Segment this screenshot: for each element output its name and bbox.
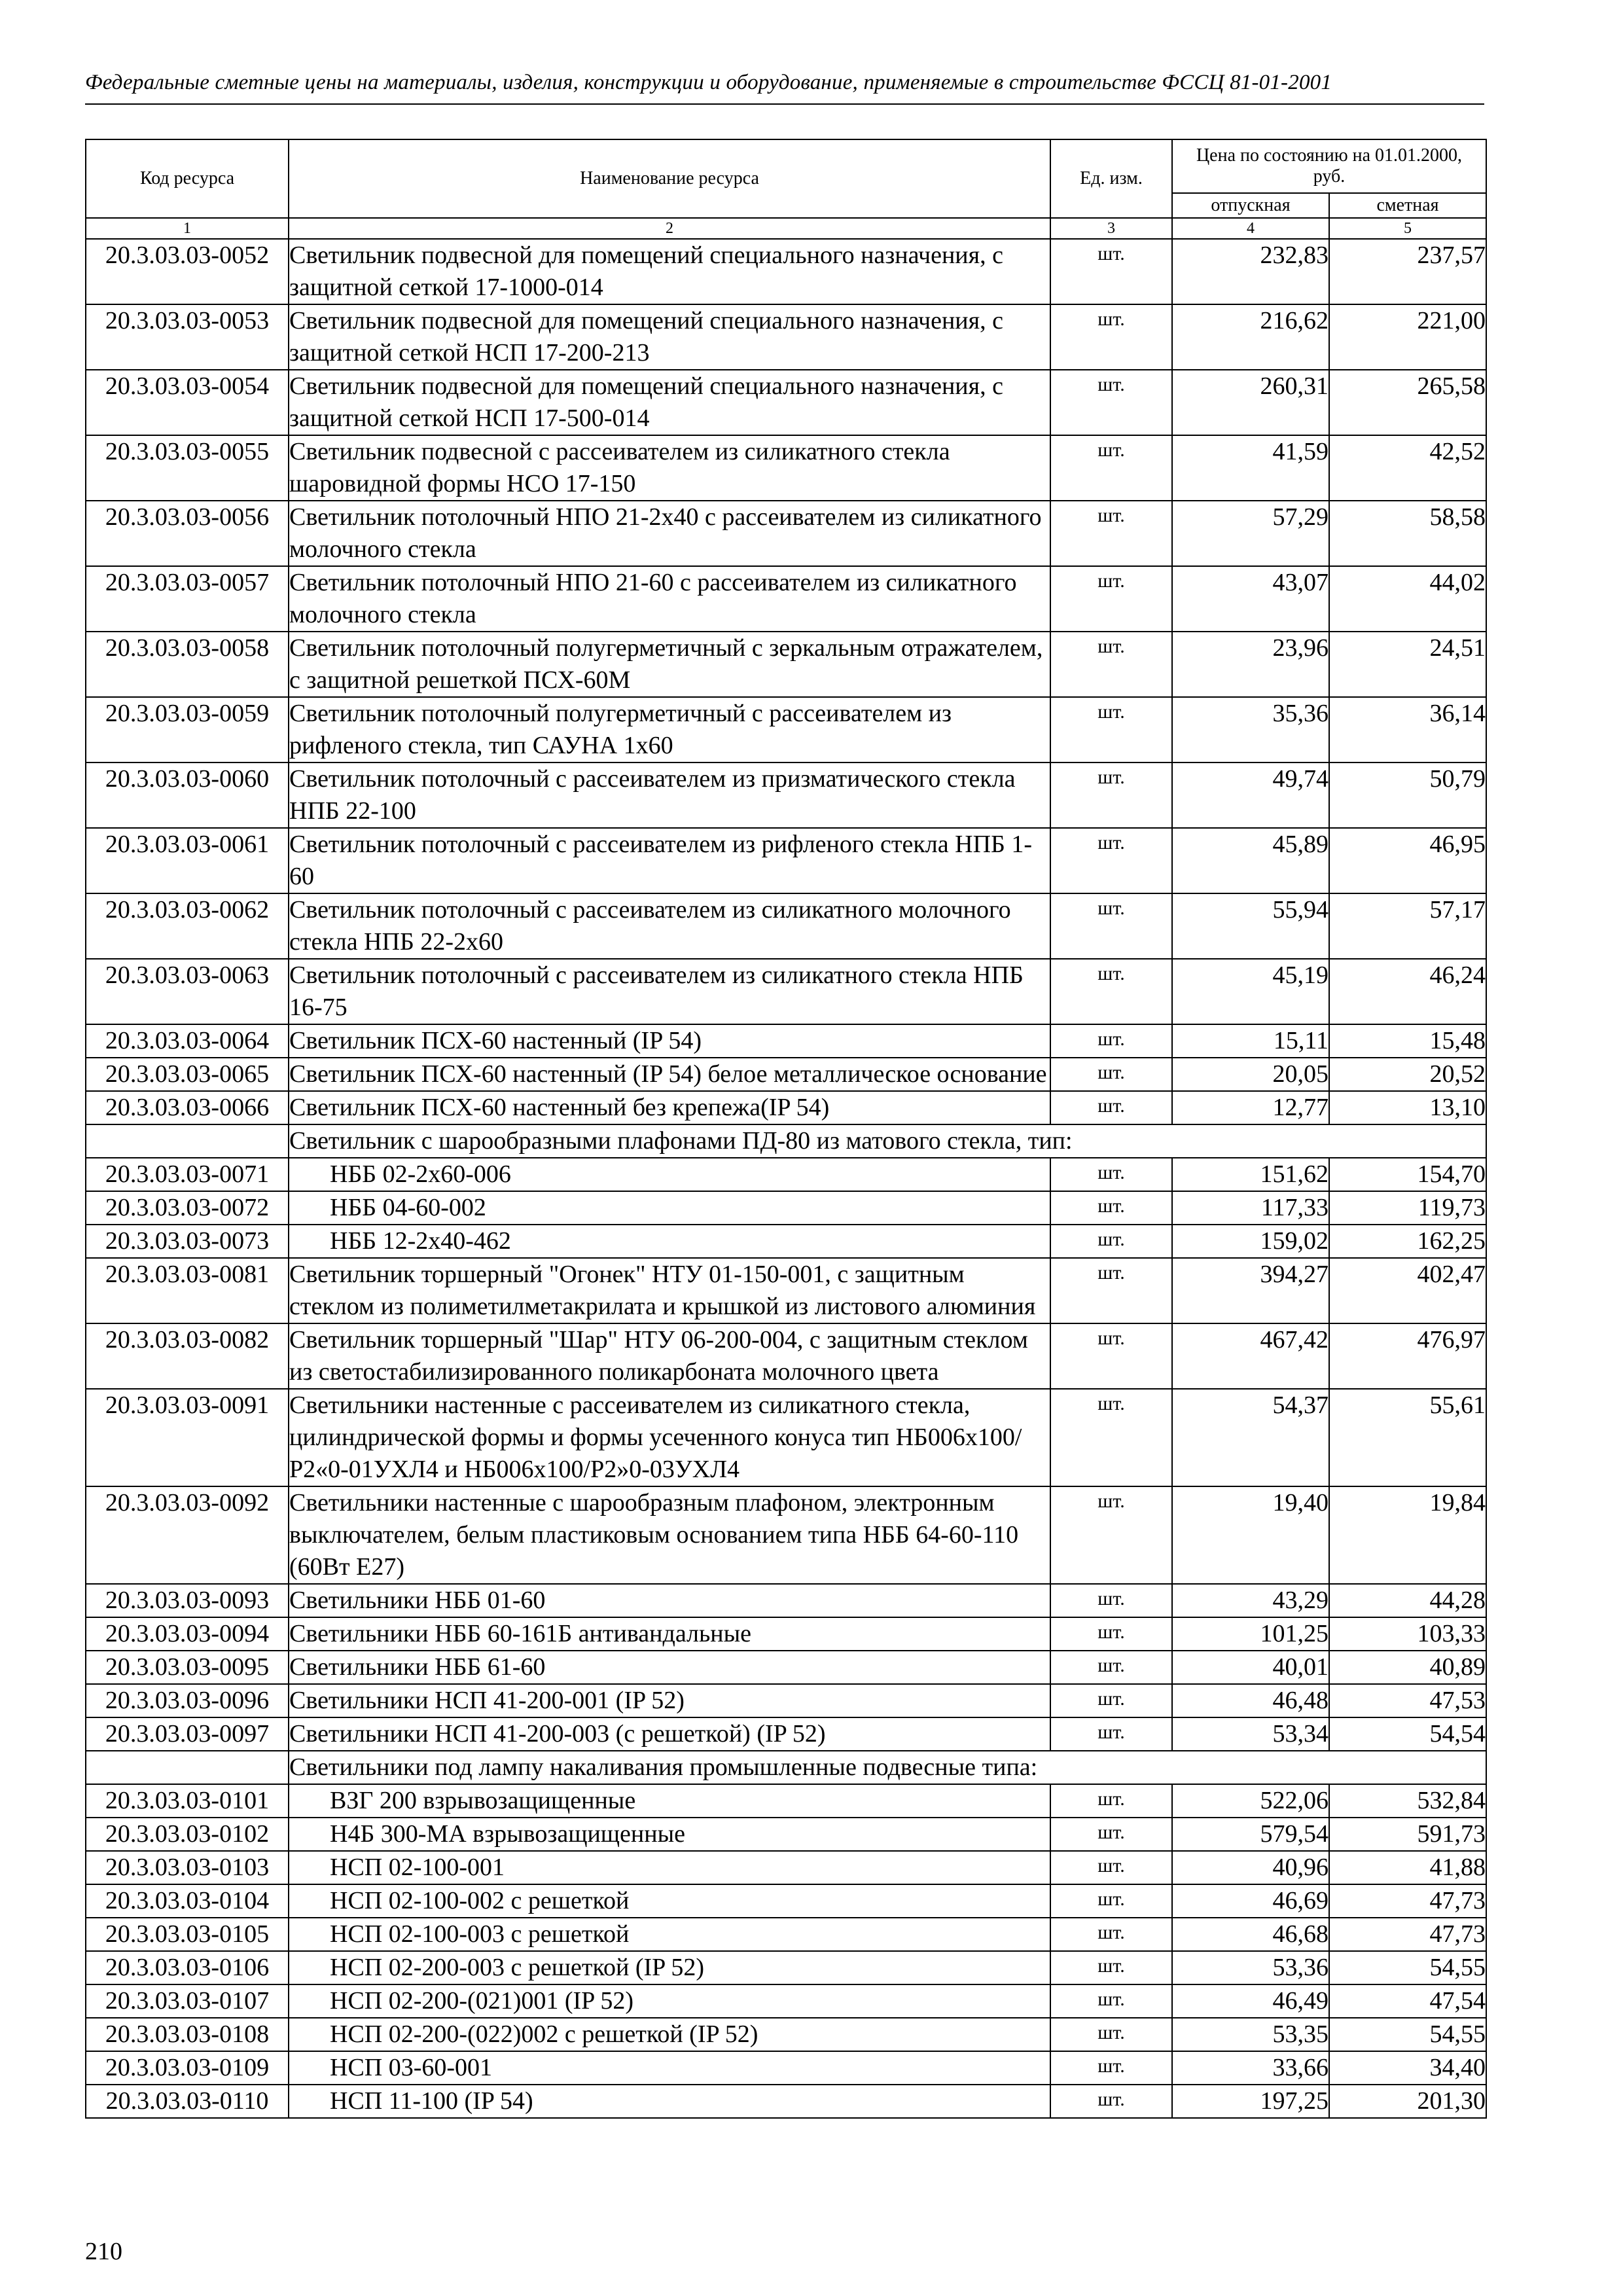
resource-code: 20.3.03.03-0063 <box>86 959 289 1024</box>
resource-code: 20.3.03.03-0096 <box>86 1684 289 1717</box>
table-row <box>86 828 1486 893</box>
release-price: 46,68 <box>1172 1918 1329 1951</box>
unit-cell: шт. <box>1050 1584 1172 1617</box>
resource-name: Светильники настенные с рассеивателем из силикатного стекла, цилиндрической формы и формы усеченного конуса тип НБ006х100/Р2«0-01УХЛ4 и НБ006х100/Р2»0-03УХЛ4 <box>289 1389 1050 1486</box>
table-row <box>86 1584 1486 1617</box>
header-rule <box>85 103 1484 105</box>
estimate-price: 41,88 <box>1329 1851 1486 1884</box>
col-number: 4 <box>1172 218 1329 239</box>
unit-cell: шт. <box>1050 1323 1172 1389</box>
resource-name: Светильник потолочный полугерметичный с зеркальным отражателем, с защитной решеткой ПСХ-60М <box>289 632 1050 697</box>
unit-cell: шт. <box>1050 1651 1172 1684</box>
release-price: 46,49 <box>1172 1984 1329 2018</box>
resource-name: Светильник потолочный с рассеивателем из рифленого стекла НПБ 1-60 <box>289 828 1050 893</box>
table-row <box>86 893 1486 959</box>
table-row <box>86 697 1486 762</box>
resource-name: ВЗГ 200 взрывозащищенные <box>289 1784 1050 1818</box>
resource-name: Светильник ПСХ-60 настенный (IP 54) <box>289 1024 1050 1058</box>
estimate-price: 15,48 <box>1329 1024 1486 1058</box>
estimate-price: 476,97 <box>1329 1323 1486 1389</box>
group-row <box>86 1751 1486 1784</box>
estimate-price: 221,00 <box>1329 304 1486 370</box>
release-price: 41,59 <box>1172 435 1329 501</box>
unit-cell: шт. <box>1050 1984 1172 2018</box>
estimate-price: 47,53 <box>1329 1684 1486 1717</box>
resource-name: НББ 02-2х60-006 <box>289 1158 1050 1191</box>
resource-code: 20.3.03.03-0065 <box>86 1058 289 1091</box>
estimate-price: 36,14 <box>1329 697 1486 762</box>
resource-code: 20.3.03.03-0061 <box>86 828 289 893</box>
col-number: 2 <box>289 218 1050 239</box>
resource-name: НСП 02-100-002 с решеткой <box>289 1884 1050 1918</box>
release-price: 54,37 <box>1172 1389 1329 1486</box>
unit-cell: шт. <box>1050 1024 1172 1058</box>
resource-code: 20.3.03.03-0071 <box>86 1158 289 1191</box>
unit-cell: шт. <box>1050 1818 1172 1851</box>
release-price: 232,83 <box>1172 239 1329 304</box>
unit-cell: шт. <box>1050 1784 1172 1818</box>
release-price: 579,54 <box>1172 1818 1329 1851</box>
resource-name: Светильник потолочный с рассеивателем из силикатного стекла НПБ 16-75 <box>289 959 1050 1024</box>
table-row <box>86 1617 1486 1651</box>
table-row <box>86 1651 1486 1684</box>
estimate-price: 55,61 <box>1329 1389 1486 1486</box>
release-price: 35,36 <box>1172 697 1329 762</box>
table-row <box>86 1918 1486 1951</box>
estimate-price: 42,52 <box>1329 435 1486 501</box>
estimate-price: 54,55 <box>1329 2018 1486 2051</box>
price-table <box>85 139 1487 2119</box>
release-price: 23,96 <box>1172 632 1329 697</box>
resource-code: 20.3.03.03-0105 <box>86 1918 289 1951</box>
unit-cell: шт. <box>1050 1918 1172 1951</box>
resource-code: 20.3.03.03-0109 <box>86 2051 289 2085</box>
release-price: 394,27 <box>1172 1258 1329 1323</box>
table-row <box>86 762 1486 828</box>
resource-code: 20.3.03.03-0107 <box>86 1984 289 2018</box>
group-code-cell <box>86 1124 289 1158</box>
unit-cell: шт. <box>1050 370 1172 435</box>
table-row <box>86 632 1486 697</box>
table-row <box>86 1486 1486 1584</box>
table-body <box>86 239 1486 2118</box>
release-price: 43,29 <box>1172 1584 1329 1617</box>
unit-cell: шт. <box>1050 1617 1172 1651</box>
resource-name: НББ 04-60-002 <box>289 1191 1050 1225</box>
unit-cell: шт. <box>1050 1191 1172 1225</box>
resource-code: 20.3.03.03-0102 <box>86 1818 289 1851</box>
estimate-price: 54,55 <box>1329 1951 1486 1984</box>
table-row <box>86 1058 1486 1091</box>
estimate-price: 47,73 <box>1329 1884 1486 1918</box>
estimate-price: 591,73 <box>1329 1818 1486 1851</box>
table-row <box>86 566 1486 632</box>
estimate-price: 24,51 <box>1329 632 1486 697</box>
release-price: 45,89 <box>1172 828 1329 893</box>
estimate-price: 47,54 <box>1329 1984 1486 2018</box>
release-price: 53,35 <box>1172 2018 1329 2051</box>
estimate-price: 34,40 <box>1329 2051 1486 2085</box>
table-row <box>86 1684 1486 1717</box>
resource-code: 20.3.03.03-0055 <box>86 435 289 501</box>
table-row <box>86 370 1486 435</box>
unit-cell: шт. <box>1050 1884 1172 1918</box>
resource-code: 20.3.03.03-0072 <box>86 1191 289 1225</box>
estimate-price: 40,89 <box>1329 1651 1486 1684</box>
estimate-price: 119,73 <box>1329 1191 1486 1225</box>
col-number: 5 <box>1329 218 1486 239</box>
col-estimate-header: сметная <box>1329 193 1486 218</box>
col-release-header: отпускная <box>1172 193 1329 218</box>
group-row <box>86 1124 1486 1158</box>
resource-code: 20.3.03.03-0097 <box>86 1717 289 1751</box>
estimate-price: 19,84 <box>1329 1486 1486 1584</box>
col-number: 1 <box>86 218 289 239</box>
table-row <box>86 1851 1486 1884</box>
resource-name: Светильник ПСХ-60 настенный без крепежа(IP 54) <box>289 1091 1050 1124</box>
running-header: Федеральные сметные цены на материалы, изделия, конструкции и оборудование, применяемые в строительстве ФССЦ 81-01-2001 <box>85 71 1332 94</box>
estimate-price: 47,73 <box>1329 1918 1486 1951</box>
release-price: 33,66 <box>1172 2051 1329 2085</box>
resource-code: 20.3.03.03-0064 <box>86 1024 289 1058</box>
resource-name: НСП 02-200-(021)001 (IP 52) <box>289 1984 1050 2018</box>
table-row <box>86 1717 1486 1751</box>
resource-code: 20.3.03.03-0092 <box>86 1486 289 1584</box>
release-price: 53,36 <box>1172 1951 1329 1984</box>
resource-name: Светильник потолочный НПО 21-60 с рассеивателем из силикатного молочного стекла <box>289 566 1050 632</box>
release-price: 12,77 <box>1172 1091 1329 1124</box>
resource-name: Светильники настенные с шарообразным плафоном, электронным выключателем, белым пластиковым основанием типа НББ 64-60-110 (60Вт Е27) <box>289 1486 1050 1584</box>
resource-name: Светильник потолочный с рассеивателем из призматического стекла НПБ 22-100 <box>289 762 1050 828</box>
resource-name: Светильники НББ 61-60 <box>289 1651 1050 1684</box>
release-price: 45,19 <box>1172 959 1329 1024</box>
resource-code: 20.3.03.03-0053 <box>86 304 289 370</box>
table-row <box>86 1091 1486 1124</box>
resource-name: Светильники НСП 41-200-001 (IP 52) <box>289 1684 1050 1717</box>
resource-code: 20.3.03.03-0106 <box>86 1951 289 1984</box>
resource-name: НСП 03-60-001 <box>289 2051 1050 2085</box>
resource-name: НСП 02-100-001 <box>289 1851 1050 1884</box>
unit-cell: шт. <box>1050 632 1172 697</box>
table-row <box>86 1323 1486 1389</box>
resource-name: НСП 02-200-(022)002 с решеткой (IP 52) <box>289 2018 1050 2051</box>
release-price: 49,74 <box>1172 762 1329 828</box>
estimate-price: 237,57 <box>1329 239 1486 304</box>
estimate-price: 154,70 <box>1329 1158 1486 1191</box>
unit-cell: шт. <box>1050 1258 1172 1323</box>
release-price: 159,02 <box>1172 1225 1329 1258</box>
estimate-price: 46,95 <box>1329 828 1486 893</box>
estimate-price: 13,10 <box>1329 1091 1486 1124</box>
resource-code: 20.3.03.03-0052 <box>86 239 289 304</box>
group-code-cell <box>86 1751 289 1784</box>
resource-name: Светильники НББ 60-161Б антивандальные <box>289 1617 1050 1651</box>
table-row <box>86 1951 1486 1984</box>
resource-name: Светильник ПСХ-60 настенный (IP 54) белое металлическое основание <box>289 1058 1050 1091</box>
resource-code: 20.3.03.03-0081 <box>86 1258 289 1323</box>
unit-cell: шт. <box>1050 239 1172 304</box>
unit-cell: шт. <box>1050 1389 1172 1486</box>
release-price: 46,69 <box>1172 1884 1329 1918</box>
resource-name: Светильник подвесной для помещений специального назначения, с защитной сеткой 17-1000-014 <box>289 239 1050 304</box>
estimate-price: 532,84 <box>1329 1784 1486 1818</box>
release-price: 43,07 <box>1172 566 1329 632</box>
release-price: 522,06 <box>1172 1784 1329 1818</box>
table-row <box>86 239 1486 304</box>
unit-cell: шт. <box>1050 1058 1172 1091</box>
estimate-price: 103,33 <box>1329 1617 1486 1651</box>
unit-cell: шт. <box>1050 1851 1172 1884</box>
group-title: Светильник с шарообразными плафонами ПД-80 из матового стекла, тип: <box>289 1124 1486 1158</box>
release-price: 260,31 <box>1172 370 1329 435</box>
table-row <box>86 1884 1486 1918</box>
release-price: 40,01 <box>1172 1651 1329 1684</box>
col-name-header: Наименование ресурса <box>289 139 1050 218</box>
estimate-price: 265,58 <box>1329 370 1486 435</box>
estimate-price: 402,47 <box>1329 1258 1486 1323</box>
unit-cell: шт. <box>1050 435 1172 501</box>
estimate-price: 57,17 <box>1329 893 1486 959</box>
col-code-header: Код ресурса <box>86 139 289 218</box>
table-row <box>86 959 1486 1024</box>
resource-name: Светильник потолочный полугерметичный с рассеивателем из рифленого стекла, тип САУНА 1х60 <box>289 697 1050 762</box>
release-price: 46,48 <box>1172 1684 1329 1717</box>
table-row <box>86 1784 1486 1818</box>
estimate-price: 54,54 <box>1329 1717 1486 1751</box>
release-price: 151,62 <box>1172 1158 1329 1191</box>
estimate-price: 162,25 <box>1329 1225 1486 1258</box>
resource-code: 20.3.03.03-0073 <box>86 1225 289 1258</box>
resource-name: НСП 02-200-003 с решеткой (IP 52) <box>289 1951 1050 1984</box>
unit-cell: шт. <box>1050 1225 1172 1258</box>
unit-cell: шт. <box>1050 304 1172 370</box>
unit-cell: шт. <box>1050 2085 1172 2118</box>
estimate-price: 46,24 <box>1329 959 1486 1024</box>
resource-name: Светильники НББ 01-60 <box>289 1584 1050 1617</box>
unit-cell: шт. <box>1050 501 1172 566</box>
table-row <box>86 1984 1486 2018</box>
table-row <box>86 1024 1486 1058</box>
resource-code: 20.3.03.03-0082 <box>86 1323 289 1389</box>
col-price-header: Цена по состоянию на 01.01.2000, руб. <box>1172 139 1486 193</box>
resource-name: Светильник торшерный "Шар" НТУ 06-200-004, с защитным стеклом из светостабилизированного поликарбоната молочного цвета <box>289 1323 1050 1389</box>
release-price: 101,25 <box>1172 1617 1329 1651</box>
resource-name: Светильник потолочный НПО 21-2х40 с рассеивателем из силикатного молочного стекла <box>289 501 1050 566</box>
release-price: 197,25 <box>1172 2085 1329 2118</box>
resource-name: Светильник подвесной для помещений специального назначения, с защитной сеткой НСП 17-500-014 <box>289 370 1050 435</box>
unit-cell: шт. <box>1050 1951 1172 1984</box>
resource-code: 20.3.03.03-0110 <box>86 2085 289 2118</box>
table-row <box>86 304 1486 370</box>
unit-cell: шт. <box>1050 1091 1172 1124</box>
resource-code: 20.3.03.03-0060 <box>86 762 289 828</box>
resource-code: 20.3.03.03-0093 <box>86 1584 289 1617</box>
resource-code: 20.3.03.03-0103 <box>86 1851 289 1884</box>
table-row <box>86 1191 1486 1225</box>
resource-name: Светильник потолочный с рассеивателем из силикатного молочного стекла НПБ 22-2х60 <box>289 893 1050 959</box>
unit-cell: шт. <box>1050 893 1172 959</box>
resource-code: 20.3.03.03-0056 <box>86 501 289 566</box>
unit-cell: шт. <box>1050 1717 1172 1751</box>
table-row <box>86 1818 1486 1851</box>
estimate-price: 44,02 <box>1329 566 1486 632</box>
unit-cell: шт. <box>1050 2051 1172 2085</box>
unit-cell: шт. <box>1050 1486 1172 1584</box>
resource-code: 20.3.03.03-0054 <box>86 370 289 435</box>
resource-code: 20.3.03.03-0108 <box>86 2018 289 2051</box>
table-row <box>86 1389 1486 1486</box>
unit-cell: шт. <box>1050 2018 1172 2051</box>
unit-cell: шт. <box>1050 566 1172 632</box>
resource-code: 20.3.03.03-0066 <box>86 1091 289 1124</box>
table-row <box>86 501 1486 566</box>
release-price: 467,42 <box>1172 1323 1329 1389</box>
page-number: 210 <box>85 2238 122 2265</box>
resource-name: Светильники НСП 41-200-003 (с решеткой) (IP 52) <box>289 1717 1050 1751</box>
table-row <box>86 1225 1486 1258</box>
release-price: 53,34 <box>1172 1717 1329 1751</box>
col-number: 3 <box>1050 218 1172 239</box>
release-price: 216,62 <box>1172 304 1329 370</box>
resource-name: Светильник торшерный "Огонек" НТУ 01-150-001, с защитным стеклом из полиметилметакрилата и крышкой из листового алюминия <box>289 1258 1050 1323</box>
table-row <box>86 435 1486 501</box>
resource-name: Светильник подвесной с рассеивателем из силикатного стекла шаровидной формы НСО 17-150 <box>289 435 1050 501</box>
resource-code: 20.3.03.03-0091 <box>86 1389 289 1486</box>
release-price: 40,96 <box>1172 1851 1329 1884</box>
resource-code: 20.3.03.03-0057 <box>86 566 289 632</box>
estimate-price: 58,58 <box>1329 501 1486 566</box>
release-price: 57,29 <box>1172 501 1329 566</box>
unit-cell: шт. <box>1050 959 1172 1024</box>
group-title: Светильники под лампу накаливания промышленные подвесные типа: <box>289 1751 1486 1784</box>
resource-code: 20.3.03.03-0062 <box>86 893 289 959</box>
release-price: 20,05 <box>1172 1058 1329 1091</box>
resource-name: НСП 11-100 (IP 54) <box>289 2085 1050 2118</box>
resource-code: 20.3.03.03-0104 <box>86 1884 289 1918</box>
unit-cell: шт. <box>1050 762 1172 828</box>
release-price: 15,11 <box>1172 1024 1329 1058</box>
release-price: 117,33 <box>1172 1191 1329 1225</box>
resource-name: НББ 12-2х40-462 <box>289 1225 1050 1258</box>
unit-cell: шт. <box>1050 1684 1172 1717</box>
resource-code: 20.3.03.03-0058 <box>86 632 289 697</box>
estimate-price: 44,28 <box>1329 1584 1486 1617</box>
estimate-price: 20,52 <box>1329 1058 1486 1091</box>
unit-cell: шт. <box>1050 697 1172 762</box>
resource-code: 20.3.03.03-0059 <box>86 697 289 762</box>
table-row <box>86 2085 1486 2118</box>
table-row <box>86 2051 1486 2085</box>
release-price: 19,40 <box>1172 1486 1329 1584</box>
resource-code: 20.3.03.03-0101 <box>86 1784 289 1818</box>
estimate-price: 50,79 <box>1329 762 1486 828</box>
resource-name: НСП 02-100-003 с решеткой <box>289 1918 1050 1951</box>
resource-name: Н4Б 300-МА взрывозащищенные <box>289 1818 1050 1851</box>
unit-cell: шт. <box>1050 828 1172 893</box>
release-price: 55,94 <box>1172 893 1329 959</box>
table-row <box>86 2018 1486 2051</box>
estimate-price: 201,30 <box>1329 2085 1486 2118</box>
table-row <box>86 1258 1486 1323</box>
unit-cell: шт. <box>1050 1158 1172 1191</box>
resource-code: 20.3.03.03-0094 <box>86 1617 289 1651</box>
resource-code: 20.3.03.03-0095 <box>86 1651 289 1684</box>
col-unit-header: Ед. изм. <box>1050 139 1172 218</box>
resource-name: Светильник подвесной для помещений специального назначения, с защитной сеткой НСП 17-200-213 <box>289 304 1050 370</box>
table-row <box>86 1158 1486 1191</box>
